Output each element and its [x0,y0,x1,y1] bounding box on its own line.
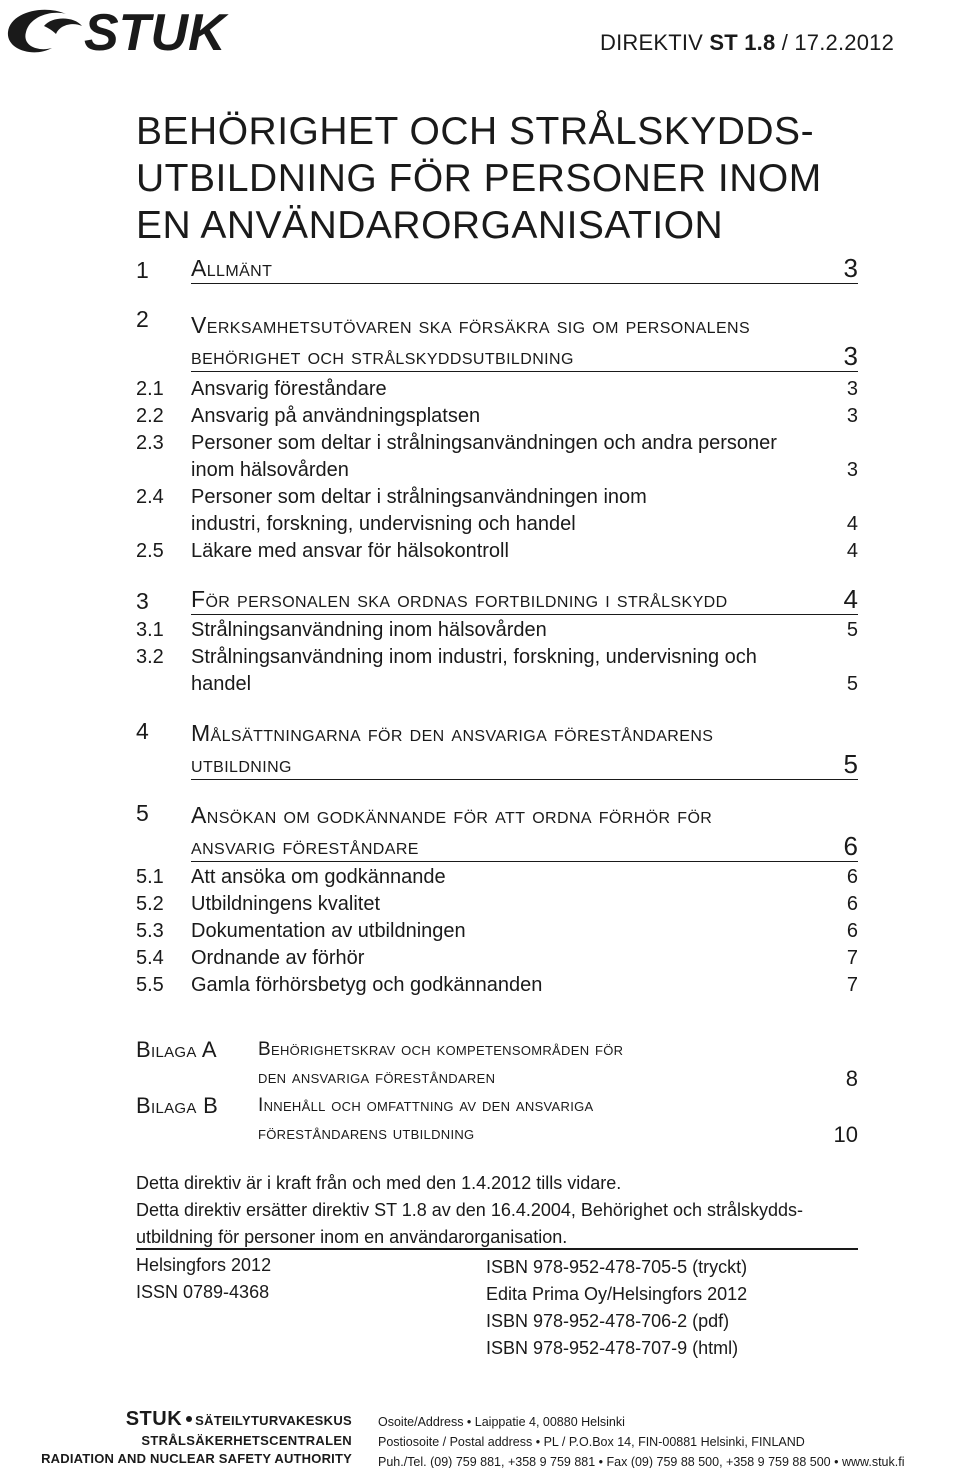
toc-section-2 [136,304,858,372]
toc-rule [191,371,858,372]
isbn-pdf: ISBN 978-952-478-706-2 (pdf) [486,1311,730,1331]
toc-number: 4 [136,718,149,744]
directive-code: ST 1.8 [709,30,776,55]
toc-rule [191,283,858,284]
issn: ISSN 0789-4368 [136,1282,270,1302]
toc-section-5 [136,798,858,862]
toc-subsection-3-2: 3.2 Strålningsanvändning inom industri, forskning, undervisning och handel 5 [136,646,858,695]
footer-name-en: RADIATION AND NUCLEAR SAFETY AUTHORITY [41,1451,352,1466]
publication-place [136,1252,271,1306]
title-line: UTBILDNING FÖR PERSONER INOM [136,157,822,200]
table-of-contents [136,250,858,999]
publication-city: Helsingfors 2012 [136,1255,272,1275]
toc-subsection-2-1: 2.1 Ansvarig föreståndare 3 [136,378,858,400]
toc-section-1 [136,250,858,284]
footer-address: Osoite/Address • Laippatie 4, 00880 Helsinki [378,1415,625,1429]
isbn-print: ISBN 978-952-478-705-5 (tryckt) [486,1257,748,1277]
toc-label: Verksamhetsutövaren ska försäkra sig om personalens behörighet och strålskyddsutbildning [191,312,751,369]
toc-subsection-5-3: 5.3 Dokumentation av utbildningen 6 [136,920,858,942]
toc-page: 3 [843,253,858,283]
footer-name-fi: SÄTEILYTURVAKESKUS [195,1413,352,1428]
toc-subsection-2-2: 2.2 Ansvarig på användningsplatsen 3 [136,405,858,427]
footer-contact [378,1412,904,1468]
annex-page: 10 [833,1122,858,1147]
stuk-logo-mark [4,2,234,56]
toc-page: 4 [843,584,858,614]
title-line: EN ANVÄNDARORGANISATION [136,204,724,247]
toc-subsection-5-1: 5.1 Att ansöka om godkännande 6 [136,866,858,888]
title-line: BEHÖRIGHET OCH STRÅLSKYDDS- [136,110,815,153]
toc-rule [191,779,858,780]
toc-rule [191,861,858,862]
directive-id [600,30,894,56]
toc-section-3 [136,581,858,615]
toc-number: 5 [136,800,149,826]
validity-notice [136,1170,866,1251]
isbn-html: ISBN 978-952-478-707-9 (html) [486,1338,739,1358]
toc-subsection-5-5: 5.5 Gamla förhörsbetyg och godkännanden 7 [136,974,858,996]
printer: Edita Prima Oy/Helsingfors 2012 [486,1284,748,1304]
toc-label: Allmänt [191,255,273,281]
toc-label: Målsättningarna för den ansvariga föreståndarens utbildning [191,720,714,777]
annex-number: Bilaga A [136,1037,217,1062]
annex-list [136,1036,858,1148]
annex-a [136,1036,858,1092]
toc-page: 5 [843,749,858,779]
validity-line: Detta direktiv ersätter direktiv ST 1.8 av den 16.4.2004, Behörighet och strålskydds- [136,1200,804,1220]
toc-subsection-5-4: 5.4 Ordnande av förhör 7 [136,947,858,969]
footer-organization [0,1408,352,1466]
toc-label: Ansökan om godkännande för att ordna förhör för ansvarig föreståndare [191,802,713,859]
annex-label: Innehåll och omfattning av den ansvariga föreståndarens utbildning [258,1095,594,1144]
annex-number: Bilaga B [136,1093,219,1118]
footer-phone: Puh./Tel. (09) 759 881, +358 9 759 881 • Fax (09) 759 88 500, +358 9 759 88 500 • www.stuk.fi [378,1455,905,1468]
toc-number: 1 [136,257,149,283]
directive-prefix: DIREKTIV [600,30,710,55]
toc-label: För personalen ska ordnas fortbildning i strålskydd [191,586,728,612]
annex-label: Behörighetskrav och kompetensområden för den ansvariga föreståndaren [258,1039,624,1088]
toc-number: 2 [136,306,149,332]
annex-page: 8 [845,1066,858,1091]
bullet-icon [186,1416,192,1422]
validity-line: Detta direktiv är i kraft från och med den 1.4.2012 tills vidare. [136,1173,622,1193]
footer-brand: STUK [125,1408,183,1430]
footer-name-sv: STRÅLSÄKERHETSCENTRALEN [141,1433,352,1448]
publication-isbn [486,1254,747,1362]
document-title [136,108,822,249]
annex-b [136,1092,858,1148]
toc-number: 3 [136,588,149,614]
toc-subsection-2-4: 2.4 Personer som deltar i strålningsanvändningen inom industri, forskning, undervisning och handel 4 [136,486,858,535]
directive-date: / 17.2.2012 [775,30,894,55]
logo-wordmark: STUK [84,4,226,56]
publication-divider [136,1248,858,1250]
footer-postal: Postiosoite / Postal address • PL / P.O.Box 14, FIN-00881 Helsinki, FINLAND [378,1435,805,1449]
validity-line: utbildning för personer inom en användarorganisation. [136,1227,568,1247]
stuk-logo [4,2,234,56]
toc-subsection-3-1: 3.1 Strålningsanvändning inom hälsovården 5 [136,619,858,641]
toc-subsection-5-2: 5.2 Utbildningens kvalitet 6 [136,893,858,915]
toc-subsection-2-3: 2.3 Personer som deltar i strålningsanvändningen och andra personer inom hälsovården 3 [136,432,858,481]
toc-page: 6 [843,831,858,861]
toc-rule [191,614,858,615]
toc-page: 3 [843,341,858,371]
toc-subsection-2-5: 2.5 Läkare med ansvar för hälsokontroll 4 [136,540,858,562]
toc-section-4 [136,716,858,780]
